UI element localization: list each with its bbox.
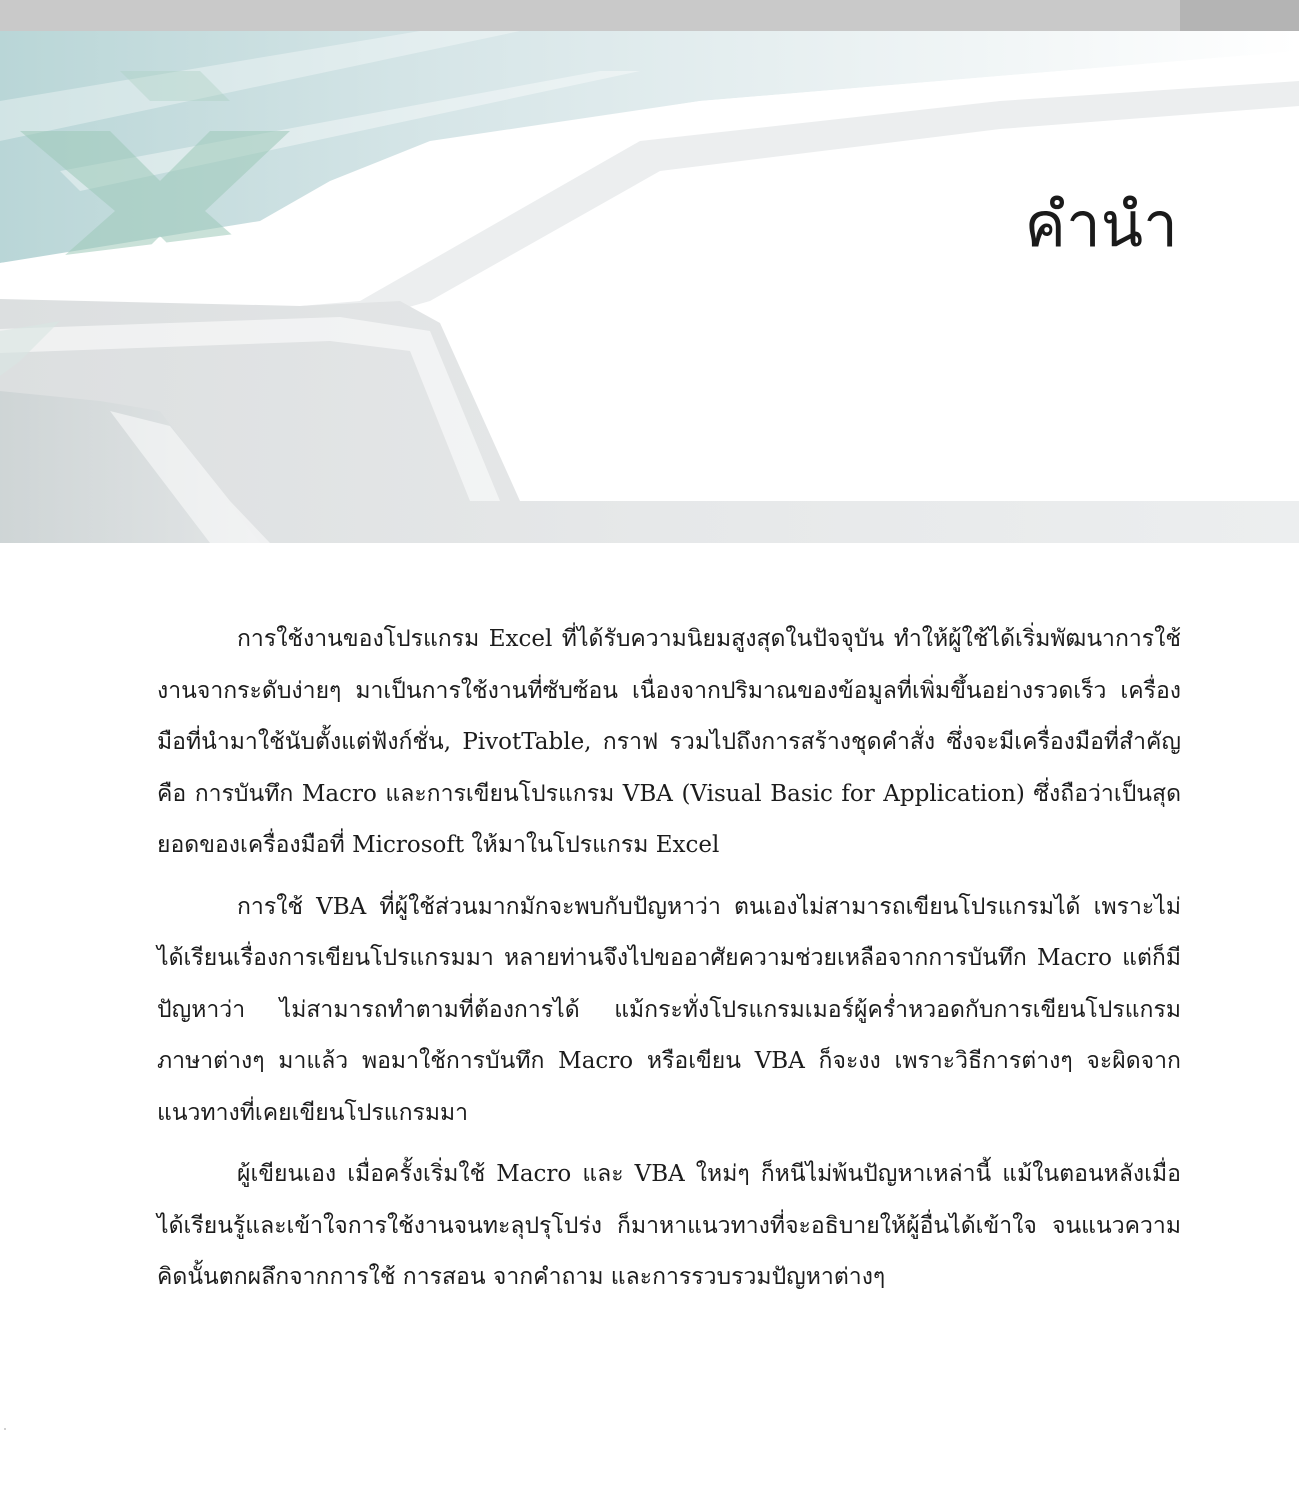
top-header-tab [1180, 0, 1299, 31]
top-header-bar [0, 0, 1299, 31]
paragraph-1: การใช้งานของโปรแกรม Excel ที่ได้รับความนิยมสูงสุดในปัจจุบัน ทำให้ผู้ใช้ได้เริ่มพัฒนาการใช้งานจากระดับง่ายๆ มาเป็นการใช้งานที่ซับซ้อน เนื่องจากปริมาณของข้อมูลที่เพิ่มขึ้นอย่างรวดเร็ว เครื่องมือที่นำมาใช้นับตั้งแต่ฟังก์ชั่น, PivotTable, กราฟ รวมไปถึงการสร้างชุดคำสั่ง ซึ่งจะมีเครื่องมือที่สำคัญคือ การบันทึก Macro และการเขียนโปรแกรม VBA (Visual Basic for Application) ซึ่งถือว่าเป็นสุดยอดของเครื่องมือที่ Microsoft ให้มาในโปรแกรม Excel [157, 626, 1181, 858]
decorative-banner [0, 31, 1299, 543]
page-title: คำนำ [1024, 188, 1178, 261]
preface-body [157, 614, 1181, 1314]
corner-mark [4, 1428, 6, 1430]
paragraph-3: ผู้เขียนเอง เมื่อครั้งเริ่มใช้ Macro และ VBA ใหม่ๆ ก็หนีไม่พ้นปัญหาเหล่านี้ แม้ในตอนหลังเมื่อได้เรียนรู้และเข้าใจการใช้งานจนทะลุปรุโปร่ง ก็มาหาแนวทางที่จะอธิบายให้ผู้อื่นได้เข้าใจ จนแนวความคิดนั้นตกผลึกจากการใช้ การสอน จากคำถาม และการรวบรวมปัญหาต่างๆ [157, 1161, 1181, 1290]
paragraph-2: การใช้ VBA ที่ผู้ใช้ส่วนมากมักจะพบกับปัญหาว่า ตนเองไม่สามารถเขียนโปรแกรมได้ เพราะไม่ได้เรียนเรื่องการเขียนโปรแกรมมา หลายท่านจึงไปขออาศัยความช่วยเหลือจากการบันทึก Macro แต่ก็มีปัญหาว่า ไม่สามารถทำตามที่ต้องการได้ แม้กระทั่งโปรแกรมเมอร์ผู้คร่ำหวอดกับการเขียนโปรแกรมภาษาต่างๆ มาแล้ว พอมาใช้การบันทึก Macro หรือเขียน VBA ก็จะงง เพราะวิธีการต่างๆ จะผิดจากแนวทางที่เคยเขียนโปรแกรมมา [157, 893, 1181, 1126]
